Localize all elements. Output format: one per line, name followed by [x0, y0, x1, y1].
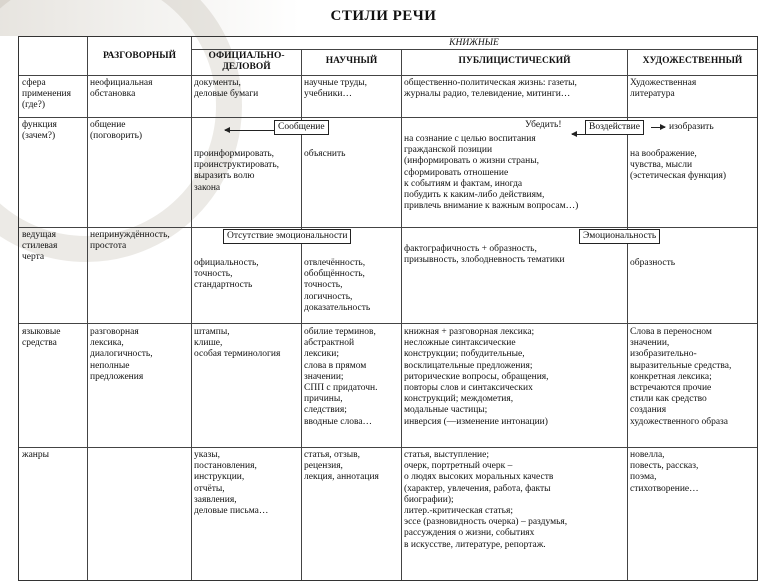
- col-divider: [401, 49, 402, 580]
- row-label-sfera: сфера применения (где?): [22, 78, 71, 111]
- label-soobshenie: Сообщение: [274, 120, 329, 135]
- row-divider: [191, 49, 757, 50]
- cell-funkciya-nauch: объяснить: [304, 149, 346, 159]
- row-label-sredstva: языковые средства: [22, 327, 61, 349]
- header-knizhnye: КНИЖНЫЕ: [449, 38, 499, 48]
- label-emocionalnost: Эмоциональность: [579, 229, 660, 244]
- label-otsutstvie-emocionalnosti: Отсутствие эмоциональности: [223, 229, 351, 244]
- cell-funkciya-razg: общение (поговорить): [90, 120, 143, 142]
- cell-zhanry-hud: новелла, повесть, рассказ, поэма, стихотворение…: [630, 450, 699, 494]
- cell-cherta-hud: образность: [630, 258, 676, 268]
- cell-sfera-publ: общественно-политическая жизнь: газеты, журналы радио, телевидение, митинги…: [404, 78, 577, 100]
- row-divider: [19, 75, 757, 76]
- cell-sfera-ofic: документы, деловые бумаги: [194, 78, 259, 100]
- header-razgovorny: РАЗГОВОРНЫЙ: [102, 51, 177, 61]
- header-nauchny: НАУЧНЫЙ: [325, 56, 378, 66]
- cell-cherta-nauch: отвлечённость, обобщённость, точность, логичность, доказательность: [304, 258, 371, 313]
- cell-funkciya-publ: на сознание с целью воспитания гражданской позиции (информировать о жизни страны, сформировать отношение к событиям и фактам, иногда побудить к каким-либо действиям, привлечь внимание к важным вопросам…): [404, 134, 579, 212]
- row-divider: [19, 227, 757, 228]
- cell-sredstva-hud: Слова в переносном значении, изобразительно- выразительные средства, конкретная лексика; встречаются прочие стили как средство создания художественного образа: [630, 327, 732, 427]
- cell-cherta-razg: непринуждённость, простота: [90, 230, 170, 252]
- row-divider: [19, 117, 757, 118]
- label-vozdeistvie: Воздействие: [585, 120, 644, 135]
- cell-sfera-nauch: научные труды, учебники…: [304, 78, 368, 100]
- col-divider: [191, 37, 192, 580]
- header-hudozhestvenny: ХУДОЖЕСТВЕННЫЙ: [642, 56, 743, 66]
- cell-sredstva-publ: книжная + разговорная лексика; несложные синтаксические конструкции; побудительные, восклицательные предложения; риторические вопросы, обращения, повторы слов и синтаксических конструкций; междометия, модальные частицы; инверсия (—изменение интонации): [404, 327, 549, 427]
- cell-sredstva-ofic: штампы, клише, особая терминология: [194, 327, 281, 360]
- arrow-vozdeistvie-right: [651, 127, 665, 128]
- cell-zhanry-ofic: указы, постановления, инструкции, отчёты, заявления, деловые письма…: [194, 450, 269, 517]
- label-ubedit: Убедить!: [525, 120, 562, 130]
- label-izobrazit: изобразить: [669, 122, 714, 132]
- cell-sfera-razg: неофициальная обстановка: [90, 78, 153, 100]
- cell-sredstva-razg: разговорная лексика, диалогичность, неполные предложения: [90, 327, 153, 382]
- cell-cherta-ofic: официальность, точность, стандартность: [194, 258, 259, 291]
- arrow-soobshenie-left: [225, 130, 274, 131]
- cell-sfera-hud: Художественная литература: [630, 78, 697, 100]
- row-label-funkciya: функция (зачем?): [22, 120, 57, 142]
- row-divider: [19, 323, 757, 324]
- cell-funkciya-ofic: проинформировать, проинструктировать, выразить волю закона: [194, 149, 280, 193]
- row-label-zhanry: жанры: [22, 450, 49, 460]
- col-divider: [87, 37, 88, 580]
- cell-cherta-publ: фактографичность + образность, призывность, злободневность тематики: [404, 244, 565, 266]
- page-title: СТИЛИ РЕЧИ: [330, 8, 437, 24]
- header-publicisticheskiy: ПУБЛИЦИСТИЧЕСКИЙ: [458, 56, 571, 66]
- cell-funkciya-hud: на воображение, чувства, мысли (эстетическая функция): [630, 149, 727, 182]
- header-oficialno-delovoy: ОФИЦИАЛЬНО- ДЕЛОВОЙ: [208, 51, 285, 72]
- row-label-cherta: ведущая стилевая черта: [22, 230, 58, 263]
- cell-zhanry-publ: статья, выступление; очерк, портретный очерк – о людях высоких моральных качеств (характер, увлечения, работа, факты биографии); литер.-критическая статья; эссе (разновидность очерка) – раздумья, рассуждения о жизни, событиях в искусстве, литературе, репортаж.: [404, 450, 568, 550]
- cell-sredstva-nauch: обилие терминов, абстрактной лексики; слова в прямом значении; СПП с придаточн. причины, следствия; вводные слова…: [304, 327, 378, 427]
- row-divider: [19, 447, 757, 448]
- styles-table: [18, 36, 758, 581]
- cell-zhanry-nauch: статья, отзыв, рецензия, лекция, аннотация: [304, 450, 379, 483]
